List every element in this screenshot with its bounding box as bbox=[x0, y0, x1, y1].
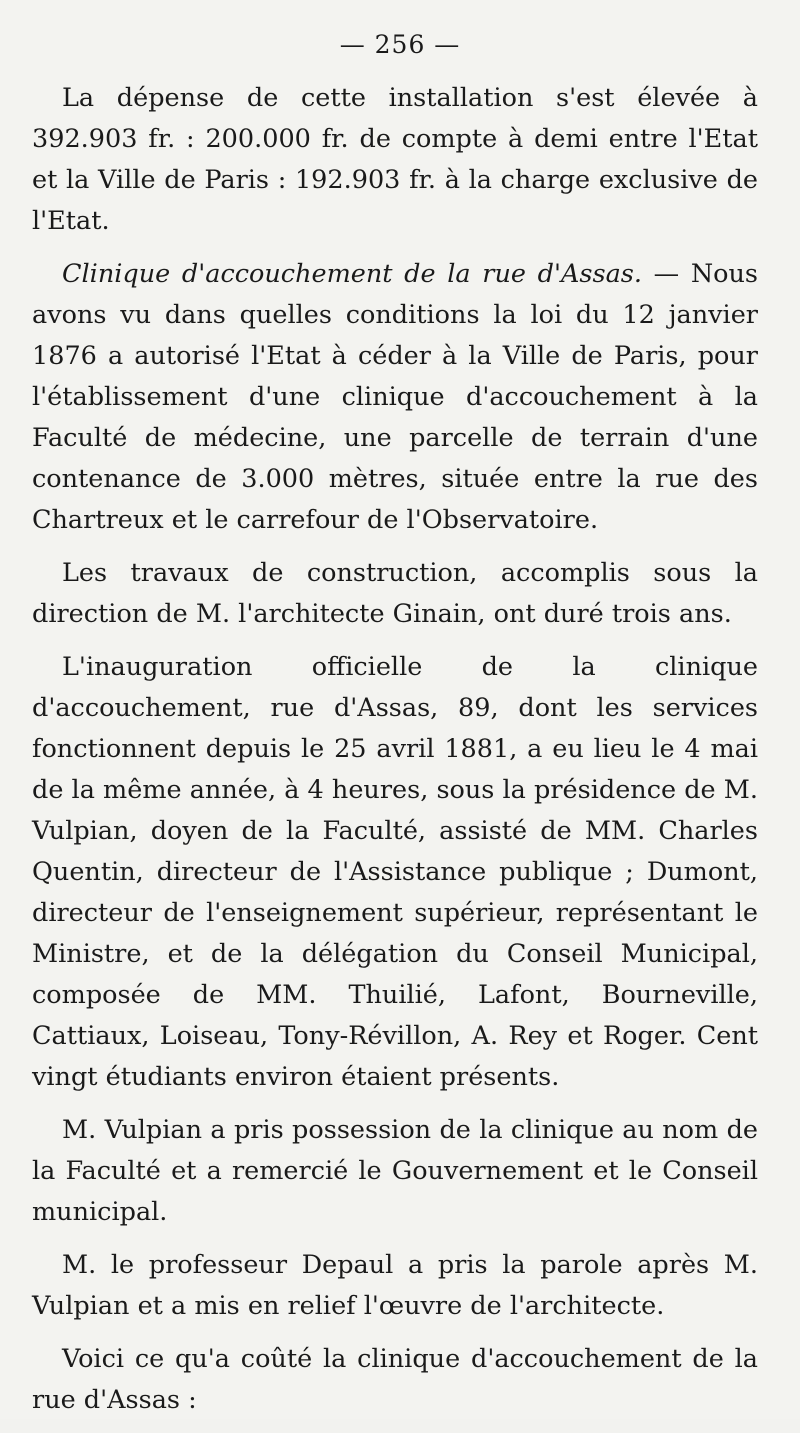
paragraph-clinic-intro-text: — Nous avons vu dans quelles conditions la loi du 12 janvier 1876 a autorisé l'Etat à céder à la Ville de Paris, pour l'établissement d'une clinique d'accouchement à la Faculté de médecine, une parcelle de terrain d'une contenance de 3.000 mètres, située entre la rue des Chartreux et le carrefour de l'Observatoire. bbox=[32, 259, 758, 535]
body-text bbox=[32, 78, 758, 1433]
paragraph-cost: La dépense de cette installation s'est élevée à 392.903 fr. : 200.000 fr. de compte à demi entre l'Etat et la Ville de Paris : 192.903 fr. à la charge exclusive de l'Etat. bbox=[32, 83, 758, 236]
paragraph-construction: Les travaux de construction, accomplis sous la direction de M. l'architecte Ginain, ont duré trois ans. bbox=[32, 558, 758, 629]
page-number: — 256 — bbox=[339, 30, 461, 59]
paragraph-inauguration: L'inauguration officielle de la clinique d'accouchement, rue d'Assas, 89, dont les services fonctionnent depuis le 25 avril 1881, a eu lieu le 4 mai de la même année, à 4 heures, sous la présidence de M. Vulpian, doyen de la Faculté, assisté de MM. Charles Quentin, directeur de l'Assistance publique ; Dumont, directeur de l'enseignement supérieur, représentant le Ministre, et de la délégation du Conseil Municipal, composée de MM. Thuilié, Lafont, Bourneville, Cattiaux, Loiseau, Tony-Révillon, A. Rey et Roger. Cent vingt étudiants environ étaient présents. bbox=[32, 652, 758, 1092]
paragraph-vulpian: M. Vulpian a pris possession de la clinique au nom de la Faculté et a remercié le Gouvernement et le Conseil municipal. bbox=[32, 1115, 758, 1227]
paragraph-clinic-intro bbox=[32, 254, 758, 541]
paragraph-depaul: M. le professeur Depaul a pris la parole après M. Vulpian et a mis en relief l'œuvre de l'architecte. bbox=[32, 1250, 758, 1321]
section-title: Clinique d'accouchement de la rue d'Assas. bbox=[62, 259, 642, 289]
paragraph-cost-intro: Voici ce qu'a coûté la clinique d'accouchement de la rue d'Assas : bbox=[32, 1344, 758, 1415]
